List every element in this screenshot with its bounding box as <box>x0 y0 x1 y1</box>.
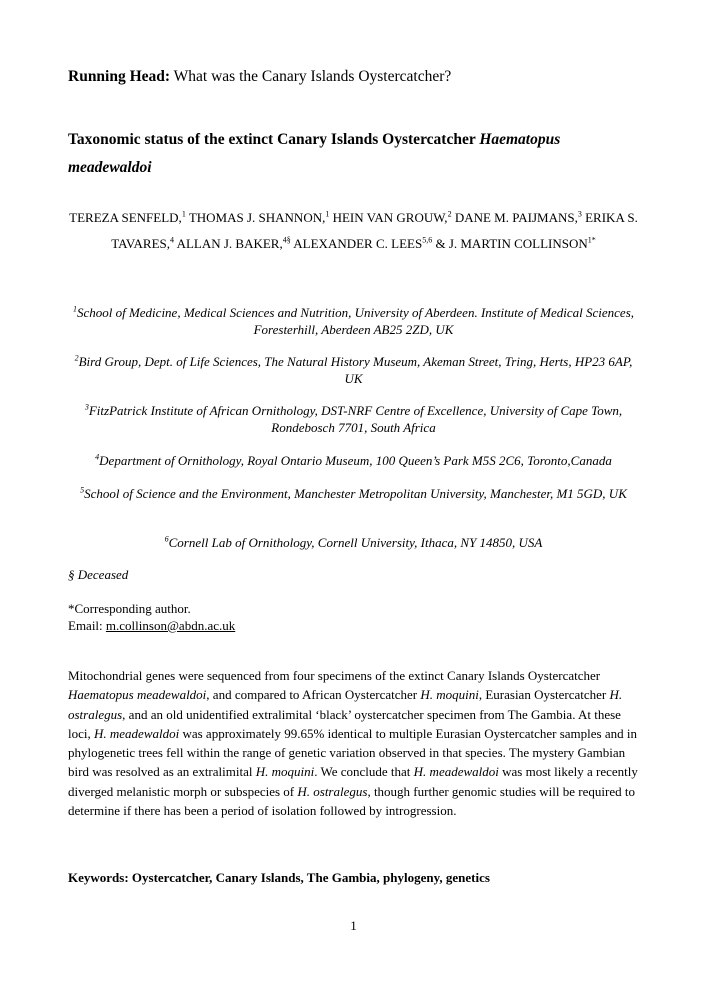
abstract-text: was approximately 99.65% identical to multiple Eurasian Oystercatcher samples and in phylogenetic trees fell within the range of genetic variation observed in that species. The mystery Gambian bird was resolved as an extralimital <box>68 725 637 780</box>
affiliation-1: $^1$School of Medicine, Medical Sciences and Nutrition, University of Aberdeen. Institute of Medical Sciences, Foresterhill, Aberdeen AB25 2ZD, UK <box>72 304 635 337</box>
running-head-text: What was the Canary Islands Oystercatcher? <box>170 68 452 85</box>
author: ALEXANDER C. LEES$^{5,6}$ <box>293 235 433 251</box>
email-link[interactable]: m.collinson@abdn.ac.uk <box>105 618 236 633</box>
abstract-text: , Eurasian Oystercatcher <box>478 687 610 703</box>
abstract-text: , and compared to African Oystercatcher <box>206 687 421 703</box>
species-name: H. ostralegus <box>68 687 623 722</box>
author: DANE M. PAIJMANS,$^3$ <box>454 209 582 225</box>
species-name: H. meadewaldoi <box>94 725 180 741</box>
email-line: Email: m.collinson@abdn.ac.uk <box>68 618 236 633</box>
species-name: H. ostralegus <box>297 783 368 799</box>
keywords: Keywords: Oystercatcher, Canary Islands, The Gambia, phylogeny, genetics <box>68 870 490 885</box>
page-number: 1 <box>350 918 357 933</box>
species-name: Haematopus meadewaldoi <box>68 687 207 703</box>
affiliation-3: $^3$FitzPatrick Institute of African Ornithology, DST-NRF Centre of Excellence, University of Cape Town, Rondebosch 7701, South Africa <box>84 402 623 435</box>
author: HEIN VAN GROUW,$^2$ <box>332 209 452 225</box>
affiliation-6: $^6$Cornell Lab of Ornithology, Cornell University, Ithaca, NY 14850, USA <box>164 534 543 550</box>
species-name: H. meadewaldoi <box>413 764 499 780</box>
affiliation-4: $^4$Department of Ornithology, Royal Ontario Museum, 100 Queen’s Park M5S 2C6, Toronto,Canada <box>95 452 612 468</box>
running-head-label: Running Head: <box>68 68 171 85</box>
abstract-text: . We conclude that <box>314 764 414 780</box>
abstract <box>68 666 639 820</box>
deceased-note: § Deceased <box>68 567 129 582</box>
title-species: Haematopus meadewaldoi <box>68 131 561 176</box>
author: TEREZA SENFELD,$^1$ <box>69 209 186 225</box>
species-name: H. moquini <box>420 687 479 703</box>
running-head <box>68 68 639 86</box>
author: & J. MARTIN $COLLINSON^{1*}$ <box>435 235 596 251</box>
corresponding-label: *Corresponding author. <box>68 601 191 616</box>
affiliation-5: $^5$School of Science and the Environment, Manchester Metropolitan University, Manchester, M1 5GD, UK <box>80 485 627 501</box>
abstract-text: , and an old unidentified extralimital ‘black’ oystercatcher specimen from The Gambia. At these loci, <box>68 706 621 741</box>
title-main: Taxonomic status of the extinct Canary Islands Oystercatcher <box>68 131 480 148</box>
author: THOMAS J. SHANNON,$^1$ <box>188 209 330 225</box>
paper-title <box>68 126 639 182</box>
abstract-text: Mitochondrial genes were sequenced from four specimens of the extinct Canary Islands Oystercatcher <box>68 668 601 683</box>
author: ALLAN J. BAKER,$^{4\S}$ <box>176 235 291 251</box>
author-list <box>68 205 639 257</box>
abstract-text: was most likely a recently diverged melanistic morph or subspecies of <box>68 764 638 799</box>
affiliation-2: $^2$Bird Group, Dept. of Life Sciences, The Natural History Museum, Akeman Street, Tring, Herts, HP23 6AP, UK <box>74 353 633 386</box>
species-name: H. moquini <box>255 764 315 780</box>
author: ERIKA S. TAVARES,$^4$ <box>111 210 638 251</box>
corresponding-author <box>68 600 639 634</box>
abstract-text: , though further genomic studies will be required to determine if there has been a period of isolation followed by introgression. <box>68 783 635 819</box>
